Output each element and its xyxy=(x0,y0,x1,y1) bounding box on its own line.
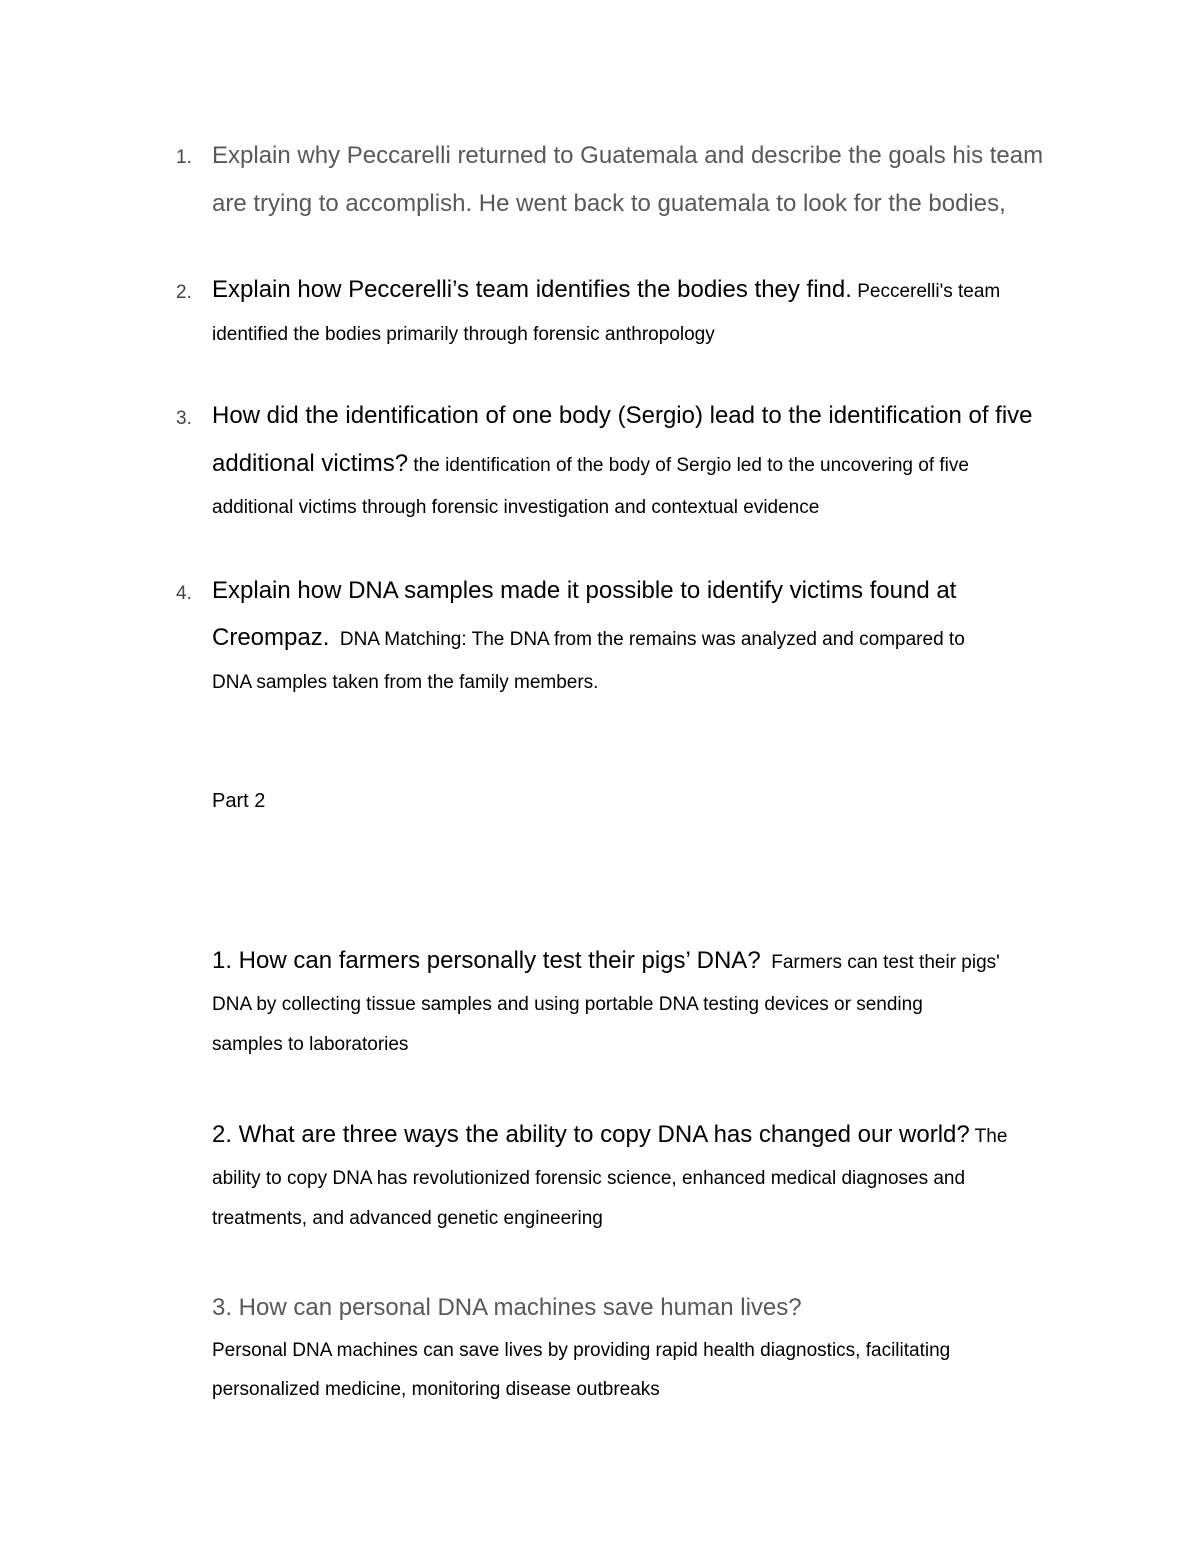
question-line xyxy=(212,450,969,478)
question-text: Explain why Peccarelli returned to Guatemala and describe the goals his team xyxy=(212,142,1044,169)
question-text: 2. What are three ways the ability to copy DNA has changed our world? xyxy=(212,1121,970,1148)
answer-text: DNA by collecting tissue samples and using portable DNA testing devices or sending xyxy=(212,994,923,1015)
part2-heading: Part 2 xyxy=(212,790,266,812)
answer-text: additional victims through forensic investigation and contextual evidence xyxy=(212,497,820,518)
question-text: are trying to accomplish. He went back to guatemala to look for the bodies, xyxy=(212,190,1006,217)
answer-text: DNA Matching: The DNA from the remains was analyzed and compared to xyxy=(329,629,965,650)
question-text: How did the identification of one body (Sergio) lead to the identification of five xyxy=(212,402,1033,429)
question-text: 3. How can personal DNA machines save human lives? xyxy=(212,1294,802,1321)
question-text: additional victims? xyxy=(212,450,409,477)
answer-text: treatments, and advanced genetic engineering xyxy=(212,1208,603,1229)
list-number: 4. xyxy=(176,583,192,604)
answer-text: Farmers can test their pigs' xyxy=(760,952,1000,973)
question-text: 1. How can farmers personally test their pigs’ DNA? xyxy=(212,947,761,974)
list-number: 2. xyxy=(176,282,192,303)
question-text: Explain how DNA samples made it possible to identify victims found at xyxy=(212,577,957,604)
question-line xyxy=(212,624,965,652)
list-number: 1. xyxy=(176,147,192,168)
question-line xyxy=(212,947,1000,975)
answer-text: Personal DNA machines can save lives by providing rapid health diagnostics, facilitating xyxy=(212,1340,951,1361)
question-text: Creompaz. xyxy=(212,624,330,651)
question-line xyxy=(212,276,1000,304)
answer-text: DNA samples taken from the family members. xyxy=(212,672,599,693)
answer-text: The xyxy=(969,1126,1008,1147)
answer-text: identified the bodies primarily through forensic anthropology xyxy=(212,324,715,345)
answer-text: Peccerelli's team xyxy=(851,281,1001,302)
answer-text: ability to copy DNA has revolutionized forensic science, enhanced medical diagnoses and xyxy=(212,1168,966,1189)
answer-text: the identification of the body of Sergio led to the uncovering of five xyxy=(408,455,969,476)
question-line xyxy=(212,1121,1007,1149)
answer-text: samples to laboratories xyxy=(212,1034,409,1055)
question-text: Explain how Peccerelli’s team identifies the bodies they find. xyxy=(212,276,852,303)
list-number: 3. xyxy=(176,408,192,429)
answer-text: personalized medicine, monitoring disease outbreaks xyxy=(212,1379,660,1400)
